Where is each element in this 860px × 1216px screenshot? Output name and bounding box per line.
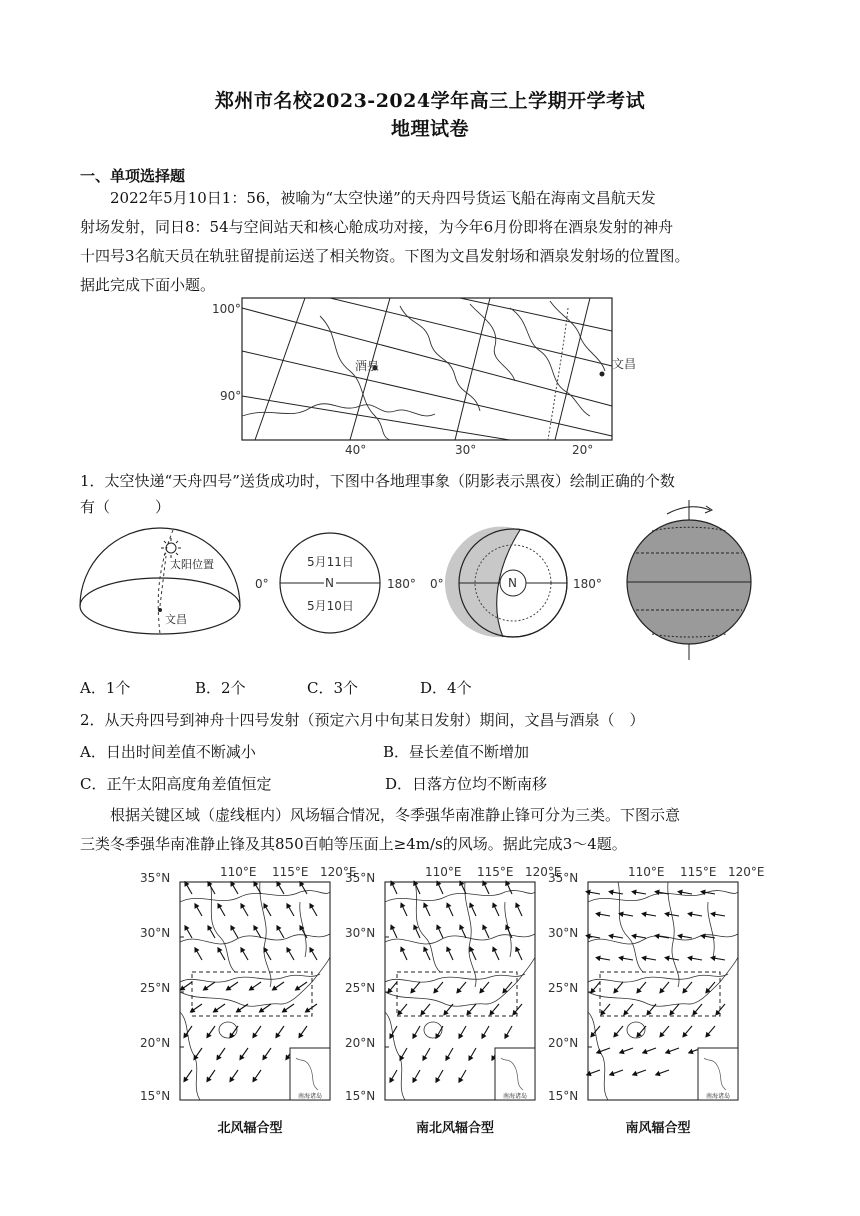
lon-label: 110°E	[628, 865, 665, 879]
lat-label: 35°N	[345, 871, 376, 885]
q1-option-c[interactable]: C．3个	[307, 679, 359, 697]
caption-north: 北风辐合型	[217, 1121, 283, 1136]
figure-c-polar-view	[428, 528, 613, 643]
wind-map-north	[140, 862, 357, 1103]
question-1-line1: 1．太空快递“天舟四号”送货成功时，下图中各地理事象（阴影表示黑夜）绘制正确的个数	[80, 472, 675, 490]
lon-label: 110°E	[425, 865, 462, 879]
intro-line: 三类冬季强华南准静止锋及其850百帕等压面上≥4m/s的风场。据此完成3～4题。	[80, 835, 627, 853]
lon-label: 115°E	[477, 865, 514, 879]
lat-label: 30°N	[345, 926, 376, 940]
lat-label-100: 100°	[212, 302, 241, 316]
exam-subtitle: 地理试卷	[390, 118, 469, 140]
q1-option-b[interactable]: B．2个	[195, 679, 246, 697]
sun-icon	[161, 538, 181, 558]
lat-label: 25°N	[548, 981, 579, 995]
lon-180-label: 180°	[387, 577, 416, 591]
question-1-line2: 有（ ）	[80, 498, 171, 516]
lat-label: 25°N	[345, 981, 376, 995]
lat-label: 30°N	[140, 926, 171, 940]
section-heading: 一、单项选择题	[80, 167, 186, 185]
sun-position-label: 太阳位置	[170, 558, 214, 571]
lat-label: 20°N	[548, 1036, 579, 1050]
wind-arrow-head	[587, 1072, 591, 1076]
lon-label-30: 30°	[455, 443, 477, 457]
north-pole-label: N	[325, 576, 334, 590]
north-pole-label: N	[508, 576, 517, 590]
wind-arrow-head	[586, 890, 590, 894]
q2-option-d[interactable]: D．日落方位均不断南移	[385, 775, 548, 793]
figure-d-globe	[622, 498, 762, 663]
lat-label: 30°N	[548, 926, 579, 940]
lon-180-label: 180°	[573, 577, 602, 591]
lat-label: 15°N	[345, 1089, 376, 1103]
lon-label-40: 40°	[345, 443, 367, 457]
inset-label: 南海诸岛	[297, 1093, 323, 1100]
lat-label: 35°N	[548, 871, 579, 885]
inset-label: 南海诸岛	[705, 1093, 731, 1100]
q2-option-c[interactable]: C．正午太阳高度角差值恒定	[80, 775, 272, 793]
lat-label: 15°N	[548, 1089, 579, 1103]
lat-label-90: 90°	[220, 389, 242, 403]
lat-label: 15°N	[140, 1089, 171, 1103]
intro-line: 根据关键区域（虚线框内）风场辐合情况，冬季强华南准静止锋可分为三类。下图示意	[110, 806, 681, 824]
lat-label: 20°N	[140, 1036, 171, 1050]
q2-option-a[interactable]: A．日出时间差值不断减小	[80, 743, 256, 761]
lon-0-label: 0°	[255, 577, 269, 591]
wenchang-label: 文昌	[165, 613, 187, 626]
lon-0-label: 0°	[430, 577, 444, 591]
figure-b-date-circle	[255, 530, 425, 640]
intro-paragraph	[80, 184, 780, 300]
lon-label: 120°E	[320, 865, 357, 879]
lat-label: 20°N	[345, 1036, 376, 1050]
lon-label: 115°E	[680, 865, 717, 879]
wind-map-mixed	[345, 862, 562, 1103]
lon-label: 120°E	[525, 865, 562, 879]
date-bottom-label: 5月10日	[307, 599, 354, 613]
location-map	[210, 296, 637, 457]
caption-north-south: 南北风辐合型	[415, 1121, 494, 1136]
lon-label: 115°E	[272, 865, 309, 879]
inset-label: 南海诸岛	[502, 1093, 528, 1100]
question-2: 2．从天舟四号到神舟十四号发射（预定六月中旬某日发射）期间，文昌与酒泉（ ）	[80, 711, 645, 729]
exam-title: 郑州市名校2023-2024学年高三上学期开学考试	[214, 90, 646, 112]
q2-option-b[interactable]: B．昼长差值不断增加	[383, 743, 530, 761]
intro-line: 射场发射，同日8：54与空间站天和核心舱成功对接，为今年6月份即将在酒泉发射的神舟	[80, 218, 674, 236]
wind-arrow-head	[586, 934, 590, 938]
wind-map-south	[548, 862, 765, 1103]
date-top-label: 5月11日	[307, 555, 354, 569]
wenchang-marker	[600, 372, 605, 377]
q1-option-d[interactable]: D．4个	[420, 679, 472, 697]
intro-line: 2022年5月10日1：56，被喻为“太空快递”的天舟四号货运飞船在海南文昌航天发	[110, 189, 656, 207]
lon-label: 110°E	[220, 865, 257, 879]
intro-line: 据此完成下面小题。	[80, 276, 216, 294]
q1-option-a[interactable]: A．1个	[80, 679, 131, 697]
lat-label: 25°N	[140, 981, 171, 995]
lon-label-20: 20°	[572, 443, 594, 457]
jiuquan-label: 酒泉	[355, 359, 380, 373]
wenchang-label: 文昌	[612, 357, 637, 371]
lon-label: 120°E	[728, 865, 765, 879]
figure-a-hemisphere	[78, 528, 243, 648]
intro-line: 十四号3名航天员在轨驻留提前运送了相关物资。下图为文昌发射场和酒泉发射场的位置图。	[80, 247, 690, 265]
caption-south: 南风辐合型	[625, 1121, 691, 1136]
lat-label: 35°N	[140, 871, 171, 885]
wind-intro-paragraph	[80, 801, 780, 859]
